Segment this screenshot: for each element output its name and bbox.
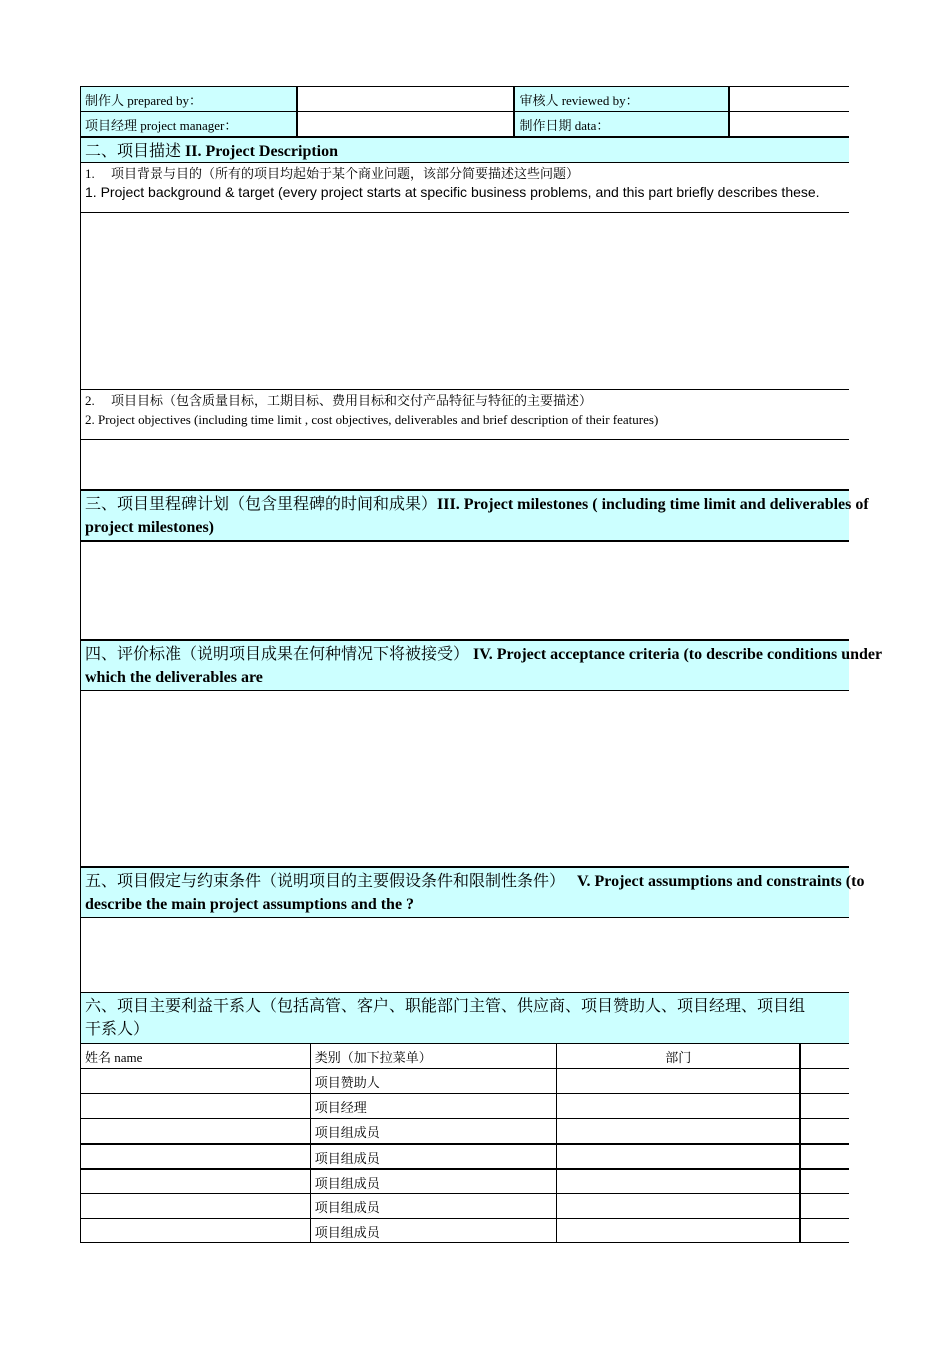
category-cell[interactable]: 项目经理 <box>311 1094 558 1118</box>
section3-title-en2: project milestones) <box>85 519 214 536</box>
department-cell[interactable] <box>557 1145 801 1168</box>
department-cell[interactable] <box>557 1219 801 1242</box>
name-cell[interactable] <box>81 1119 311 1143</box>
extra-cell[interactable] <box>801 1094 849 1118</box>
table-row <box>80 1193 849 1218</box>
section-milestones <box>80 489 869 540</box>
project-manager-field[interactable] <box>298 112 516 136</box>
background-target-heading <box>80 162 849 212</box>
table-row <box>80 1218 849 1243</box>
extra-cell[interactable] <box>801 1194 849 1218</box>
section3-title-en: III. Project milestones ( including time limit and deliverables of <box>437 496 869 513</box>
section-stakeholders <box>80 992 849 1043</box>
stakeholder-table-header <box>80 1043 849 1068</box>
department-cell[interactable] <box>557 1069 801 1093</box>
extra-cell[interactable] <box>801 1119 849 1143</box>
header-row-2 <box>80 111 849 136</box>
name-cell[interactable] <box>81 1069 311 1093</box>
section4-title-en: IV. Project acceptance criteria (to describe conditions under <box>469 646 883 663</box>
section3-title-cn: 三、项目里程碑计划（包含里程碑的时间和成果） <box>85 496 438 513</box>
objectives-input[interactable] <box>80 439 849 489</box>
section-assumptions <box>80 866 865 917</box>
department-cell[interactable] <box>557 1194 801 1218</box>
table-row <box>80 1143 849 1168</box>
header-row-1 <box>80 86 849 111</box>
col-name: 姓名 name <box>81 1044 311 1068</box>
project-manager-label: 项目经理 project manager： <box>81 112 298 136</box>
name-cell[interactable] <box>81 1170 311 1193</box>
project-charter-sheet <box>80 86 883 1243</box>
item2-cn: 2. 项目目标（包含质量目标，工期目标、费用目标和交付产品特征与特征的主要描述） <box>85 393 593 408</box>
item2-en: 2. Project objectives (including time limit , cost objectives, deliverables and brief description of their features) <box>85 412 659 427</box>
section6-title-line2: 干系人） <box>85 1021 150 1038</box>
section2-title-cn: 二、项目描述 <box>85 143 186 160</box>
section4-title-cn: 四、评价标准（说明项目成果在何种情况下将被接受） <box>85 646 470 663</box>
section5-title-cn: 五、项目假定与约束条件（说明项目的主要假设条件和限制性条件） <box>85 873 566 890</box>
name-cell[interactable] <box>81 1194 311 1218</box>
extra-cell[interactable] <box>801 1170 849 1193</box>
category-cell[interactable]: 项目组成员 <box>311 1194 558 1218</box>
name-cell[interactable] <box>81 1219 311 1242</box>
prepared-by-label: 制作人 prepared by： <box>81 87 298 111</box>
extra-cell[interactable] <box>801 1145 849 1168</box>
category-cell[interactable]: 项目组成员 <box>311 1119 558 1143</box>
table-row <box>80 1093 849 1118</box>
name-cell[interactable] <box>81 1145 311 1168</box>
category-cell[interactable]: 项目组成员 <box>311 1145 558 1168</box>
background-target-input[interactable] <box>80 212 849 389</box>
reviewed-by-label: 审核人 reviewed by： <box>515 87 730 111</box>
item1-en: 1. Project background & target (every project starts at specific business problems, and this part briefly describes these. <box>85 184 820 200</box>
objectives-heading <box>80 389 849 439</box>
reviewed-by-field[interactable] <box>730 87 849 111</box>
section-acceptance-criteria <box>80 639 883 690</box>
department-cell[interactable] <box>557 1170 801 1193</box>
prepared-by-field[interactable] <box>298 87 516 111</box>
extra-cell[interactable] <box>801 1069 849 1093</box>
table-row <box>80 1118 849 1143</box>
col-category: 类别（加下拉菜单） <box>311 1044 558 1068</box>
category-cell[interactable]: 项目赞助人 <box>311 1069 558 1093</box>
section2-title-en: II. Project Description <box>185 143 339 160</box>
section5-title-en: V. Project assumptions and constraints (to <box>565 873 865 890</box>
col-department: 部门 <box>557 1044 801 1068</box>
section6-title-line1: 六、项目主要利益干系人（包括高管、客户、职能部门主管、供应商、项目赞助人、项目经理、项目组 <box>85 998 806 1015</box>
item1-cn: 1. 项目背景与目的（所有的项目均起始于某个商业问题，该部分简要描述这些问题） <box>85 166 580 181</box>
table-row <box>80 1168 849 1193</box>
milestones-input[interactable] <box>80 540 849 639</box>
department-cell[interactable] <box>557 1094 801 1118</box>
section-project-description <box>80 136 849 162</box>
category-cell[interactable]: 项目组成员 <box>311 1219 558 1242</box>
table-row <box>80 1068 849 1093</box>
section5-title-en2: describe the main project assumptions and the ? <box>85 896 415 913</box>
category-cell[interactable]: 项目组成员 <box>311 1170 558 1193</box>
col-extra <box>801 1044 849 1068</box>
extra-cell[interactable] <box>801 1219 849 1242</box>
assumptions-input[interactable] <box>80 917 849 992</box>
date-field[interactable] <box>730 112 849 136</box>
name-cell[interactable] <box>81 1094 311 1118</box>
section4-title-en2: which the deliverables are <box>85 669 263 686</box>
department-cell[interactable] <box>557 1119 801 1143</box>
acceptance-criteria-input[interactable] <box>80 690 849 866</box>
date-label: 制作日期 data： <box>515 112 730 136</box>
